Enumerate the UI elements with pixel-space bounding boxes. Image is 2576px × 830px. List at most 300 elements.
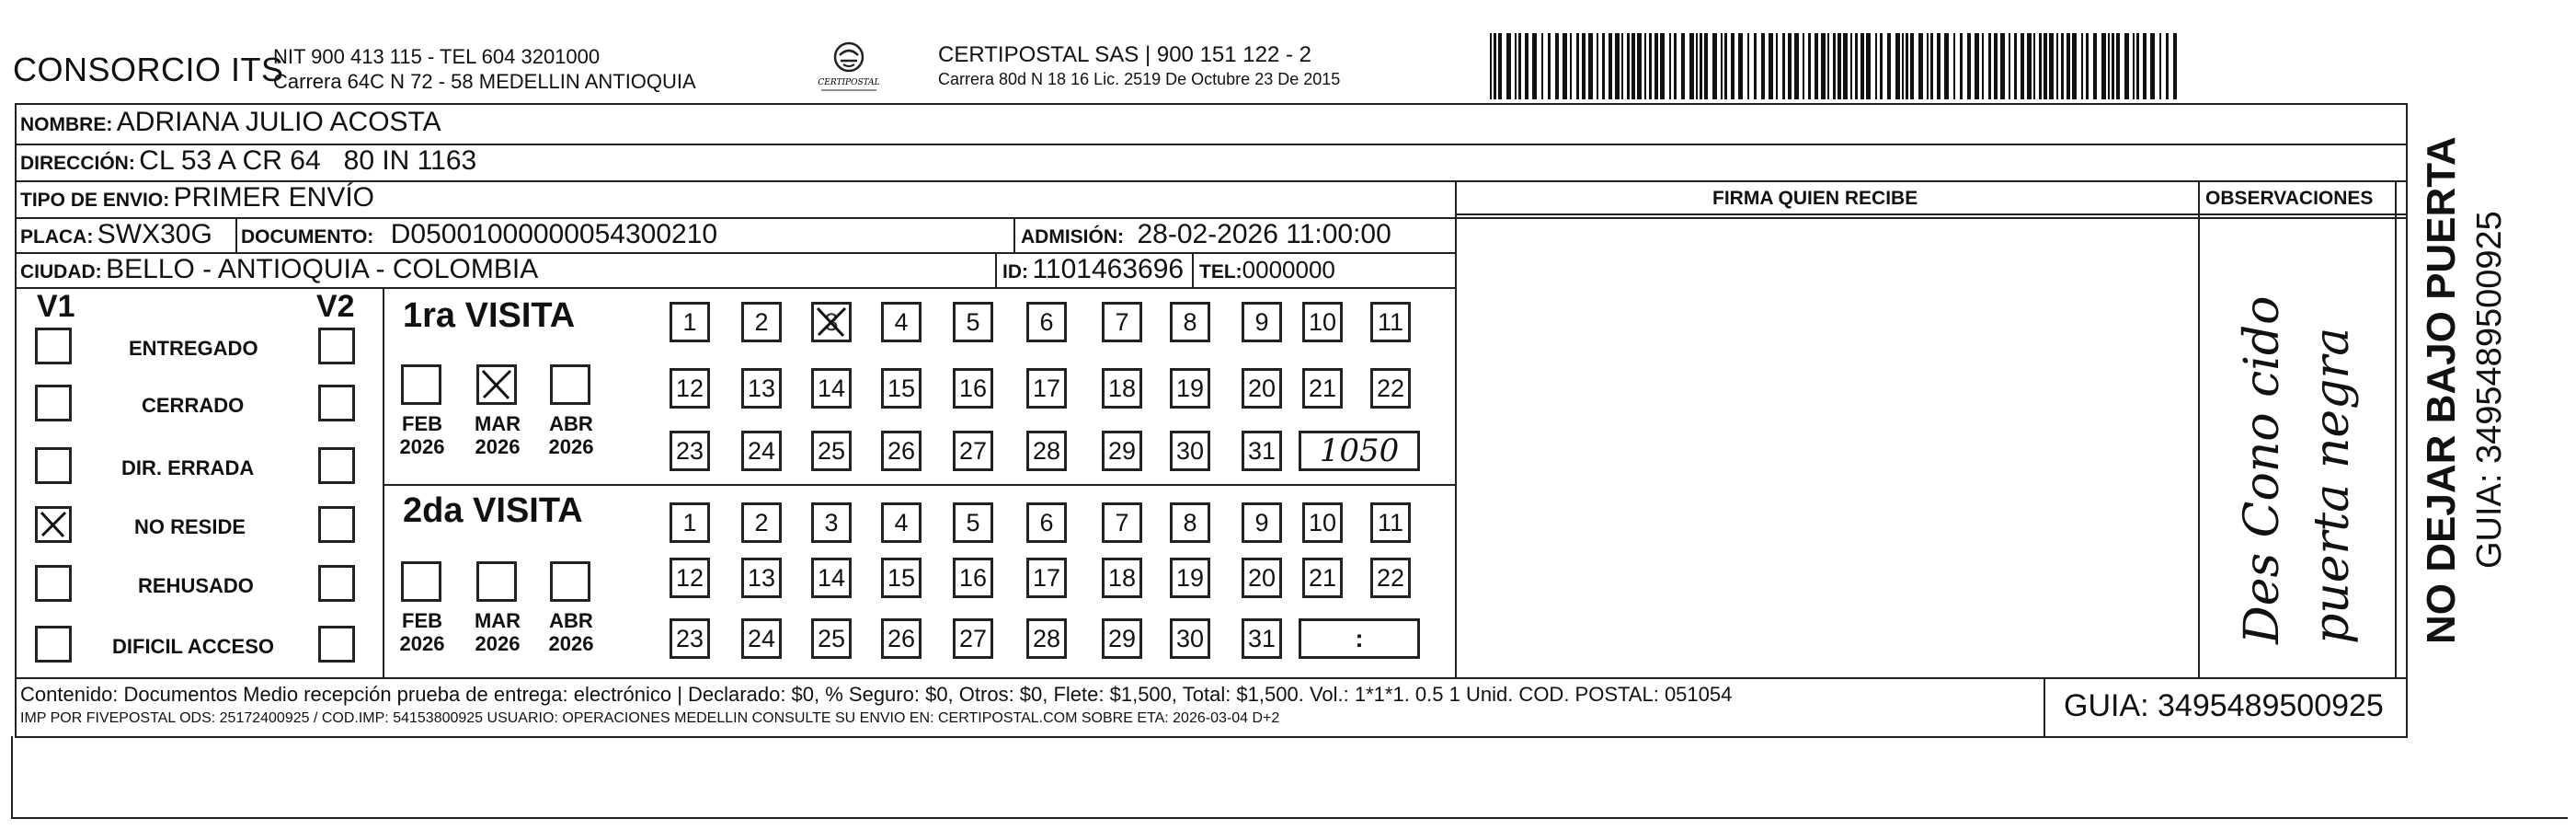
barcode-bar — [1660, 33, 1665, 99]
month-year: 2026 — [399, 435, 445, 458]
day-box[interactable] — [741, 558, 782, 598]
day-box[interactable] — [670, 302, 710, 342]
day-number: 16 — [958, 564, 988, 592]
id-cell — [1002, 254, 1184, 285]
company-nit-line: NIT 900 413 115 - TEL 604 3201000 — [273, 45, 601, 68]
barcode-bar — [2021, 33, 2024, 99]
month-name: ABR — [549, 412, 593, 435]
barcode-bar — [1602, 33, 1605, 99]
certipostal-logo-icon — [812, 39, 886, 96]
barcode-bar — [2116, 33, 2120, 99]
barcode-bar — [1654, 33, 1658, 99]
ciudad-value: BELLO - ANTIOQUIA - COLOMBIA — [106, 254, 539, 284]
v2-checkbox[interactable] — [318, 565, 355, 602]
day-number: 28 — [1032, 625, 1061, 652]
month-name: MAR — [474, 412, 521, 435]
tel-value: 0000000 — [1242, 256, 1335, 283]
barcode-bar — [1637, 33, 1642, 99]
barcode-bar — [1721, 33, 1723, 99]
barcode-bar — [1761, 33, 1765, 99]
row-divider — [15, 287, 1455, 289]
month-year: 2026 — [475, 632, 521, 655]
barcode-bar — [1769, 33, 1773, 99]
barcode-bar — [1994, 33, 1998, 99]
barcode-bar — [1937, 33, 1941, 99]
barcode-bar — [2033, 33, 2035, 99]
month-label — [390, 609, 454, 655]
day-number: 4 — [894, 509, 909, 536]
barcode-bar — [1615, 33, 1620, 99]
day-box[interactable] — [811, 618, 852, 659]
row-divider — [1455, 213, 2408, 215]
barcode-bar — [1731, 33, 1735, 99]
day-box[interactable] — [811, 502, 852, 543]
footer-guia-number: GUIA: 3495489500925 — [2064, 688, 2384, 723]
scan-edge-line — [11, 817, 2568, 819]
day-number: 15 — [887, 375, 916, 402]
barcode-bar — [1576, 33, 1579, 99]
day-number: 20 — [1247, 564, 1277, 592]
barcode-bar — [1910, 33, 1914, 99]
barcode-bar — [2086, 33, 2089, 99]
tipo-label: TIPO DE ENVIO: — [20, 190, 170, 211]
day-box[interactable] — [811, 431, 852, 471]
barcode-bar — [1988, 33, 1991, 99]
day-box[interactable] — [670, 502, 710, 543]
month-checkbox[interactable] — [550, 364, 590, 405]
column-divider — [383, 287, 384, 677]
day-box[interactable] — [1026, 618, 1067, 659]
day-number: 18 — [1107, 564, 1137, 592]
barcode-bar — [2000, 33, 2005, 99]
day-number: 9 — [1254, 308, 1269, 336]
ciudad-label: CIUDAD: — [20, 261, 102, 282]
v1-checkbox[interactable] — [35, 626, 72, 663]
day-number: 10 — [1308, 308, 1337, 336]
barcode-bar — [1960, 33, 1963, 99]
status-label: REHUSADO — [138, 574, 254, 597]
day-number: 1 — [682, 308, 697, 336]
day-box[interactable] — [670, 618, 710, 659]
day-number: 18 — [1107, 375, 1137, 402]
barcode-bar — [1704, 33, 1708, 99]
day-box[interactable] — [741, 302, 782, 342]
visit2-title: 2da VISITA — [403, 491, 583, 530]
admision-cell — [1021, 219, 1391, 250]
barcode-bar — [1906, 33, 1908, 99]
barcode-bar — [1674, 33, 1677, 99]
recipient-address: CL 53 A CR 64 80 IN 1163 — [139, 145, 477, 176]
day-box[interactable] — [881, 368, 922, 409]
barcode-bar — [1515, 33, 1517, 99]
no-dejar-bajo-puerta-notice: NO DEJAR BAJO PUERTA — [2419, 136, 2464, 644]
barcode-bar — [1649, 33, 1652, 99]
column-divider — [235, 217, 237, 252]
barcode-bar — [2166, 33, 2169, 99]
shipment-type: PRIMER ENVÍO — [173, 182, 375, 213]
admision-value: 28-02-2026 11:00:00 — [1137, 219, 1391, 249]
direccion-label: DIRECCIÓN: — [20, 153, 135, 174]
certipostal-nit-line: CERTIPOSTAL SAS | 900 151 122 - 2 — [938, 42, 1311, 67]
time-field[interactable] — [1299, 618, 1420, 659]
barcode-bar — [2101, 33, 2106, 99]
month-checkbox[interactable] — [401, 561, 441, 602]
tel-label: TEL: — [1199, 261, 1242, 282]
day-box[interactable] — [953, 618, 993, 659]
month-checkbox[interactable] — [550, 561, 590, 602]
barcode-bar — [1631, 33, 1635, 99]
day-box[interactable] — [953, 302, 993, 342]
day-number: 27 — [958, 625, 988, 652]
day-number: 26 — [887, 437, 916, 465]
day-box[interactable] — [1370, 558, 1411, 598]
barcode-bar — [1498, 33, 1502, 99]
barcode-bar — [1930, 33, 1933, 99]
day-box[interactable] — [1242, 502, 1282, 543]
day-number: 13 — [747, 375, 776, 402]
day-box[interactable] — [1242, 368, 1282, 409]
v2-checkbox[interactable] — [318, 506, 355, 543]
day-number: 28 — [1032, 437, 1061, 465]
month-name: FEB — [402, 412, 442, 435]
documento-value: D05001000000054300210 — [390, 219, 718, 249]
day-number: 31 — [1247, 437, 1277, 465]
day-number: 25 — [817, 625, 846, 652]
logo-caption: CERTIPOSTAL — [818, 78, 880, 87]
day-number: 12 — [675, 564, 704, 592]
barcode-bar — [2108, 33, 2110, 99]
status-label: DIFICIL ACCESO — [112, 635, 275, 658]
day-number: 20 — [1247, 375, 1277, 402]
sidebar-guia-number: GUIA: 3495489500925 — [2470, 211, 2509, 569]
day-box[interactable] — [741, 431, 782, 471]
day-box[interactable] — [670, 558, 710, 598]
barcode-bar — [1776, 33, 1778, 99]
day-box[interactable] — [1102, 618, 1142, 659]
day-number: 27 — [958, 437, 988, 465]
v1-checkbox[interactable] — [35, 328, 72, 364]
barcode-bar — [1754, 33, 1757, 99]
day-number: 10 — [1308, 509, 1337, 536]
v2-checkbox[interactable] — [318, 328, 355, 364]
barcode-bar — [1927, 33, 1929, 99]
barcode-bar — [2173, 33, 2177, 99]
day-number: 24 — [747, 437, 776, 465]
day-number: 4 — [894, 308, 909, 336]
day-box[interactable] — [1102, 502, 1142, 543]
barcode-bar — [1821, 33, 1826, 99]
barcode-bar — [2159, 33, 2161, 99]
barcode-bar — [1582, 33, 1586, 99]
barcode-bar — [1738, 33, 1743, 99]
barcode-bar — [2014, 33, 2017, 99]
day-box[interactable] — [953, 368, 993, 409]
day-box[interactable] — [741, 618, 782, 659]
barcode-bar — [1808, 33, 1811, 99]
barcode-bar — [2150, 33, 2155, 99]
day-box[interactable] — [1302, 558, 1343, 598]
footer-print-info: IMP POR FIVEPOSTAL ODS: 25172400925 / COD.IMP: 54153800925 USUARIO: OPERACIONES MEDELLIN CONSULTE SU ENVIO EN: CERTIPOSTAL.COM SOBRE ETA: 2026-03-04 D+2 — [20, 710, 1280, 726]
v2-header: V2 — [316, 289, 355, 324]
day-number: 30 — [1175, 625, 1205, 652]
barcode-bar — [1700, 33, 1702, 99]
day-box[interactable] — [1302, 502, 1343, 543]
barcode-bar — [1895, 33, 1900, 99]
day-number: 22 — [1376, 375, 1405, 402]
barcode-bar — [1860, 33, 1864, 99]
day-box[interactable] — [1242, 302, 1282, 342]
observation-handwritten-2: puerta negra — [2305, 327, 2360, 644]
x-mark-icon — [814, 305, 849, 340]
day-box[interactable] — [1170, 618, 1210, 659]
time-value: 1050 — [1319, 432, 1400, 469]
day-box[interactable] — [1026, 558, 1067, 598]
day-box[interactable] — [1102, 558, 1142, 598]
certipostal-license-line: Carrera 80d N 18 16 Lic. 2519 De Octubre 23 De 2015 — [938, 70, 1341, 88]
barcode-bar — [1838, 33, 1841, 99]
barcode-bar — [1975, 33, 1979, 99]
barcode-bar — [1609, 33, 1612, 99]
column-divider — [1013, 217, 1015, 252]
day-number: 7 — [1115, 308, 1129, 336]
day-number: 19 — [1175, 564, 1205, 592]
barcode-bar — [1541, 33, 1543, 99]
documento-cell — [241, 219, 717, 250]
day-number: 11 — [1377, 509, 1404, 536]
barcode-bar — [1902, 33, 1904, 99]
barcode-bar — [2093, 33, 2097, 99]
day-box[interactable] — [811, 558, 852, 598]
day-number: 12 — [675, 375, 704, 402]
day-box[interactable] — [1102, 302, 1142, 342]
day-box[interactable] — [811, 368, 852, 409]
scan-edge-line — [11, 736, 13, 819]
day-number: 30 — [1175, 437, 1205, 465]
barcode-bar — [1782, 33, 1785, 99]
v1-checkbox[interactable] — [35, 385, 72, 421]
barcode-bar — [2124, 33, 2129, 99]
day-number: 2 — [754, 308, 769, 336]
day-number: 26 — [887, 625, 916, 652]
day-box[interactable] — [1026, 302, 1067, 342]
v1-checkbox[interactable] — [35, 565, 72, 602]
day-box[interactable] — [881, 502, 922, 543]
placa-cell — [20, 219, 212, 250]
month-checkbox[interactable] — [401, 364, 441, 405]
visit1-title: 1ra VISITA — [403, 296, 576, 335]
day-number: 24 — [747, 625, 776, 652]
month-year: 2026 — [399, 632, 445, 655]
v2-checkbox[interactable] — [318, 447, 355, 484]
barcode-bar — [1788, 33, 1792, 99]
month-checkbox[interactable] — [476, 364, 517, 405]
v1-checkbox[interactable] — [35, 506, 72, 543]
barcode-bar — [2009, 33, 2010, 99]
day-number: 29 — [1107, 437, 1137, 465]
observaciones-label: OBSERVACIONES — [2205, 188, 2374, 209]
status-label: NO RESIDE — [134, 515, 246, 538]
x-mark-icon — [38, 509, 69, 540]
day-number: 21 — [1308, 564, 1337, 592]
barcode-bar — [1724, 33, 1727, 99]
day-number: 14 — [817, 375, 846, 402]
day-box[interactable] — [811, 302, 852, 342]
day-number: 19 — [1175, 375, 1205, 402]
day-number: 23 — [675, 437, 704, 465]
day-box[interactable] — [1170, 558, 1210, 598]
day-number: 16 — [958, 375, 988, 402]
day-box[interactable] — [1242, 618, 1282, 659]
v1-header: V1 — [37, 289, 75, 324]
barcode-bar — [1944, 33, 1949, 99]
barcode-bar — [2049, 33, 2054, 99]
day-number: 2 — [754, 509, 769, 536]
barcode-bar — [1982, 33, 1984, 99]
day-box[interactable] — [881, 431, 922, 471]
column-divider — [2395, 180, 2397, 677]
admision-label: ADMISIÓN: — [1021, 226, 1124, 248]
tracking-barcode — [1490, 33, 2180, 99]
day-box[interactable] — [881, 558, 922, 598]
day-number: 8 — [1183, 308, 1197, 336]
day-number: 15 — [887, 564, 916, 592]
column-divider — [995, 252, 997, 287]
day-box[interactable] — [881, 302, 922, 342]
tel-cell — [1199, 256, 1335, 284]
day-box[interactable] — [1170, 431, 1210, 471]
day-number: 9 — [1254, 509, 1269, 536]
barcode-bar — [1597, 33, 1598, 99]
barcode-bar — [1918, 33, 1923, 99]
barcode-bar — [1747, 33, 1749, 99]
day-box[interactable] — [1102, 368, 1142, 409]
barcode-bar — [2133, 33, 2135, 99]
month-label — [465, 609, 530, 655]
barcode-bar — [1689, 33, 1694, 99]
time-value: : — [1355, 625, 1364, 652]
day-box[interactable] — [670, 431, 710, 471]
barcode-bar — [1696, 33, 1698, 99]
barcode-bar — [1850, 33, 1852, 99]
day-box[interactable] — [881, 618, 922, 659]
month-name: FEB — [402, 609, 442, 632]
barcode-bar — [1506, 33, 1511, 99]
day-box[interactable] — [1026, 368, 1067, 409]
day-box[interactable] — [1370, 502, 1411, 543]
day-box[interactable] — [1242, 558, 1282, 598]
barcode-bar — [1621, 33, 1623, 99]
day-box[interactable] — [1026, 431, 1067, 471]
column-divider — [2044, 677, 2045, 736]
month-label — [390, 412, 454, 458]
nombre-label: NOMBRE: — [20, 114, 113, 135]
barcode-bar — [1815, 33, 1818, 99]
day-number: 1 — [682, 509, 697, 536]
column-divider — [1455, 180, 1457, 677]
month-label — [465, 412, 530, 458]
barcode-bar — [1555, 33, 1559, 99]
barcode-bar — [1875, 33, 1877, 99]
day-box[interactable] — [1242, 431, 1282, 471]
day-box[interactable] — [1302, 368, 1343, 409]
footer-contents: Contenido: Documentos Medio recepción prueba de entrega: electrónico | Declarado: $0, % Seguro: $0, Otros: $0, Flete: $1,500, Total: $1,500. Vol.: 1*1*1. 0.5 1 Unid. COD. POSTAL: 051054 — [20, 683, 1733, 706]
observation-handwritten-1: Des Cono cido — [2235, 295, 2290, 644]
barcode-bar — [1866, 33, 1871, 99]
barcode-bar — [1843, 33, 1848, 99]
day-box[interactable] — [953, 502, 993, 543]
barcode-bar — [1803, 33, 1804, 99]
barcode-bar — [1532, 33, 1537, 99]
documento-label: DOCUMENTO: — [241, 226, 374, 248]
day-box[interactable] — [1170, 302, 1210, 342]
barcode-bar — [1887, 33, 1891, 99]
day-number: 3 — [824, 308, 839, 336]
company-info — [273, 44, 696, 94]
day-box[interactable] — [1102, 431, 1142, 471]
day-box[interactable] — [670, 368, 710, 409]
footer-divider — [15, 677, 2408, 679]
barcode-bar — [2067, 33, 2070, 99]
barcode-bar — [2039, 33, 2042, 99]
barcode-bar — [1518, 33, 1521, 99]
x-mark-icon — [479, 367, 514, 402]
barcode-bar — [1833, 33, 1836, 99]
day-number: 21 — [1308, 375, 1337, 402]
month-year: 2026 — [548, 435, 594, 458]
barcode-bar — [1570, 33, 1572, 99]
day-number: 31 — [1247, 625, 1277, 652]
barcode-bar — [1712, 33, 1717, 99]
v2-checkbox[interactable] — [318, 385, 355, 421]
month-name: MAR — [474, 609, 521, 632]
month-checkbox[interactable] — [476, 561, 517, 602]
barcode-bar — [1644, 33, 1646, 99]
day-box[interactable] — [1026, 502, 1067, 543]
recipient-name-row — [20, 107, 441, 138]
day-number: 6 — [1039, 308, 1054, 336]
shipment-type-row — [20, 182, 374, 213]
day-number: 17 — [1032, 375, 1061, 402]
ciudad-cell — [20, 254, 538, 285]
day-box[interactable] — [1370, 302, 1411, 342]
placa-value: SWX30G — [97, 219, 212, 249]
certipostal-info — [938, 42, 1340, 90]
barcode-bar — [2044, 33, 2047, 99]
barcode-bar — [2112, 33, 2114, 99]
day-box[interactable] — [1370, 368, 1411, 409]
day-number: 7 — [1115, 509, 1129, 536]
barcode-bar — [2143, 33, 2147, 99]
day-box[interactable] — [1170, 502, 1210, 543]
day-number: 22 — [1376, 564, 1405, 592]
day-box[interactable] — [1170, 368, 1210, 409]
day-box[interactable] — [953, 558, 993, 598]
firma-label: FIRMA QUIEN RECIBE — [1712, 188, 1918, 209]
barcode-bar — [1588, 33, 1593, 99]
v2-checkbox[interactable] — [318, 626, 355, 663]
time-field[interactable] — [1299, 431, 1420, 471]
barcode-bar — [1548, 33, 1551, 99]
v1-checkbox[interactable] — [35, 447, 72, 484]
day-box[interactable] — [741, 368, 782, 409]
company-address-line: Carrera 64C N 72 - 58 MEDELLIN ANTIOQUIA — [273, 70, 696, 93]
day-box[interactable] — [741, 502, 782, 543]
column-divider — [1192, 252, 1194, 287]
day-number: 6 — [1039, 509, 1054, 536]
day-box[interactable] — [1302, 302, 1343, 342]
day-number: 23 — [675, 625, 704, 652]
day-box[interactable] — [953, 431, 993, 471]
